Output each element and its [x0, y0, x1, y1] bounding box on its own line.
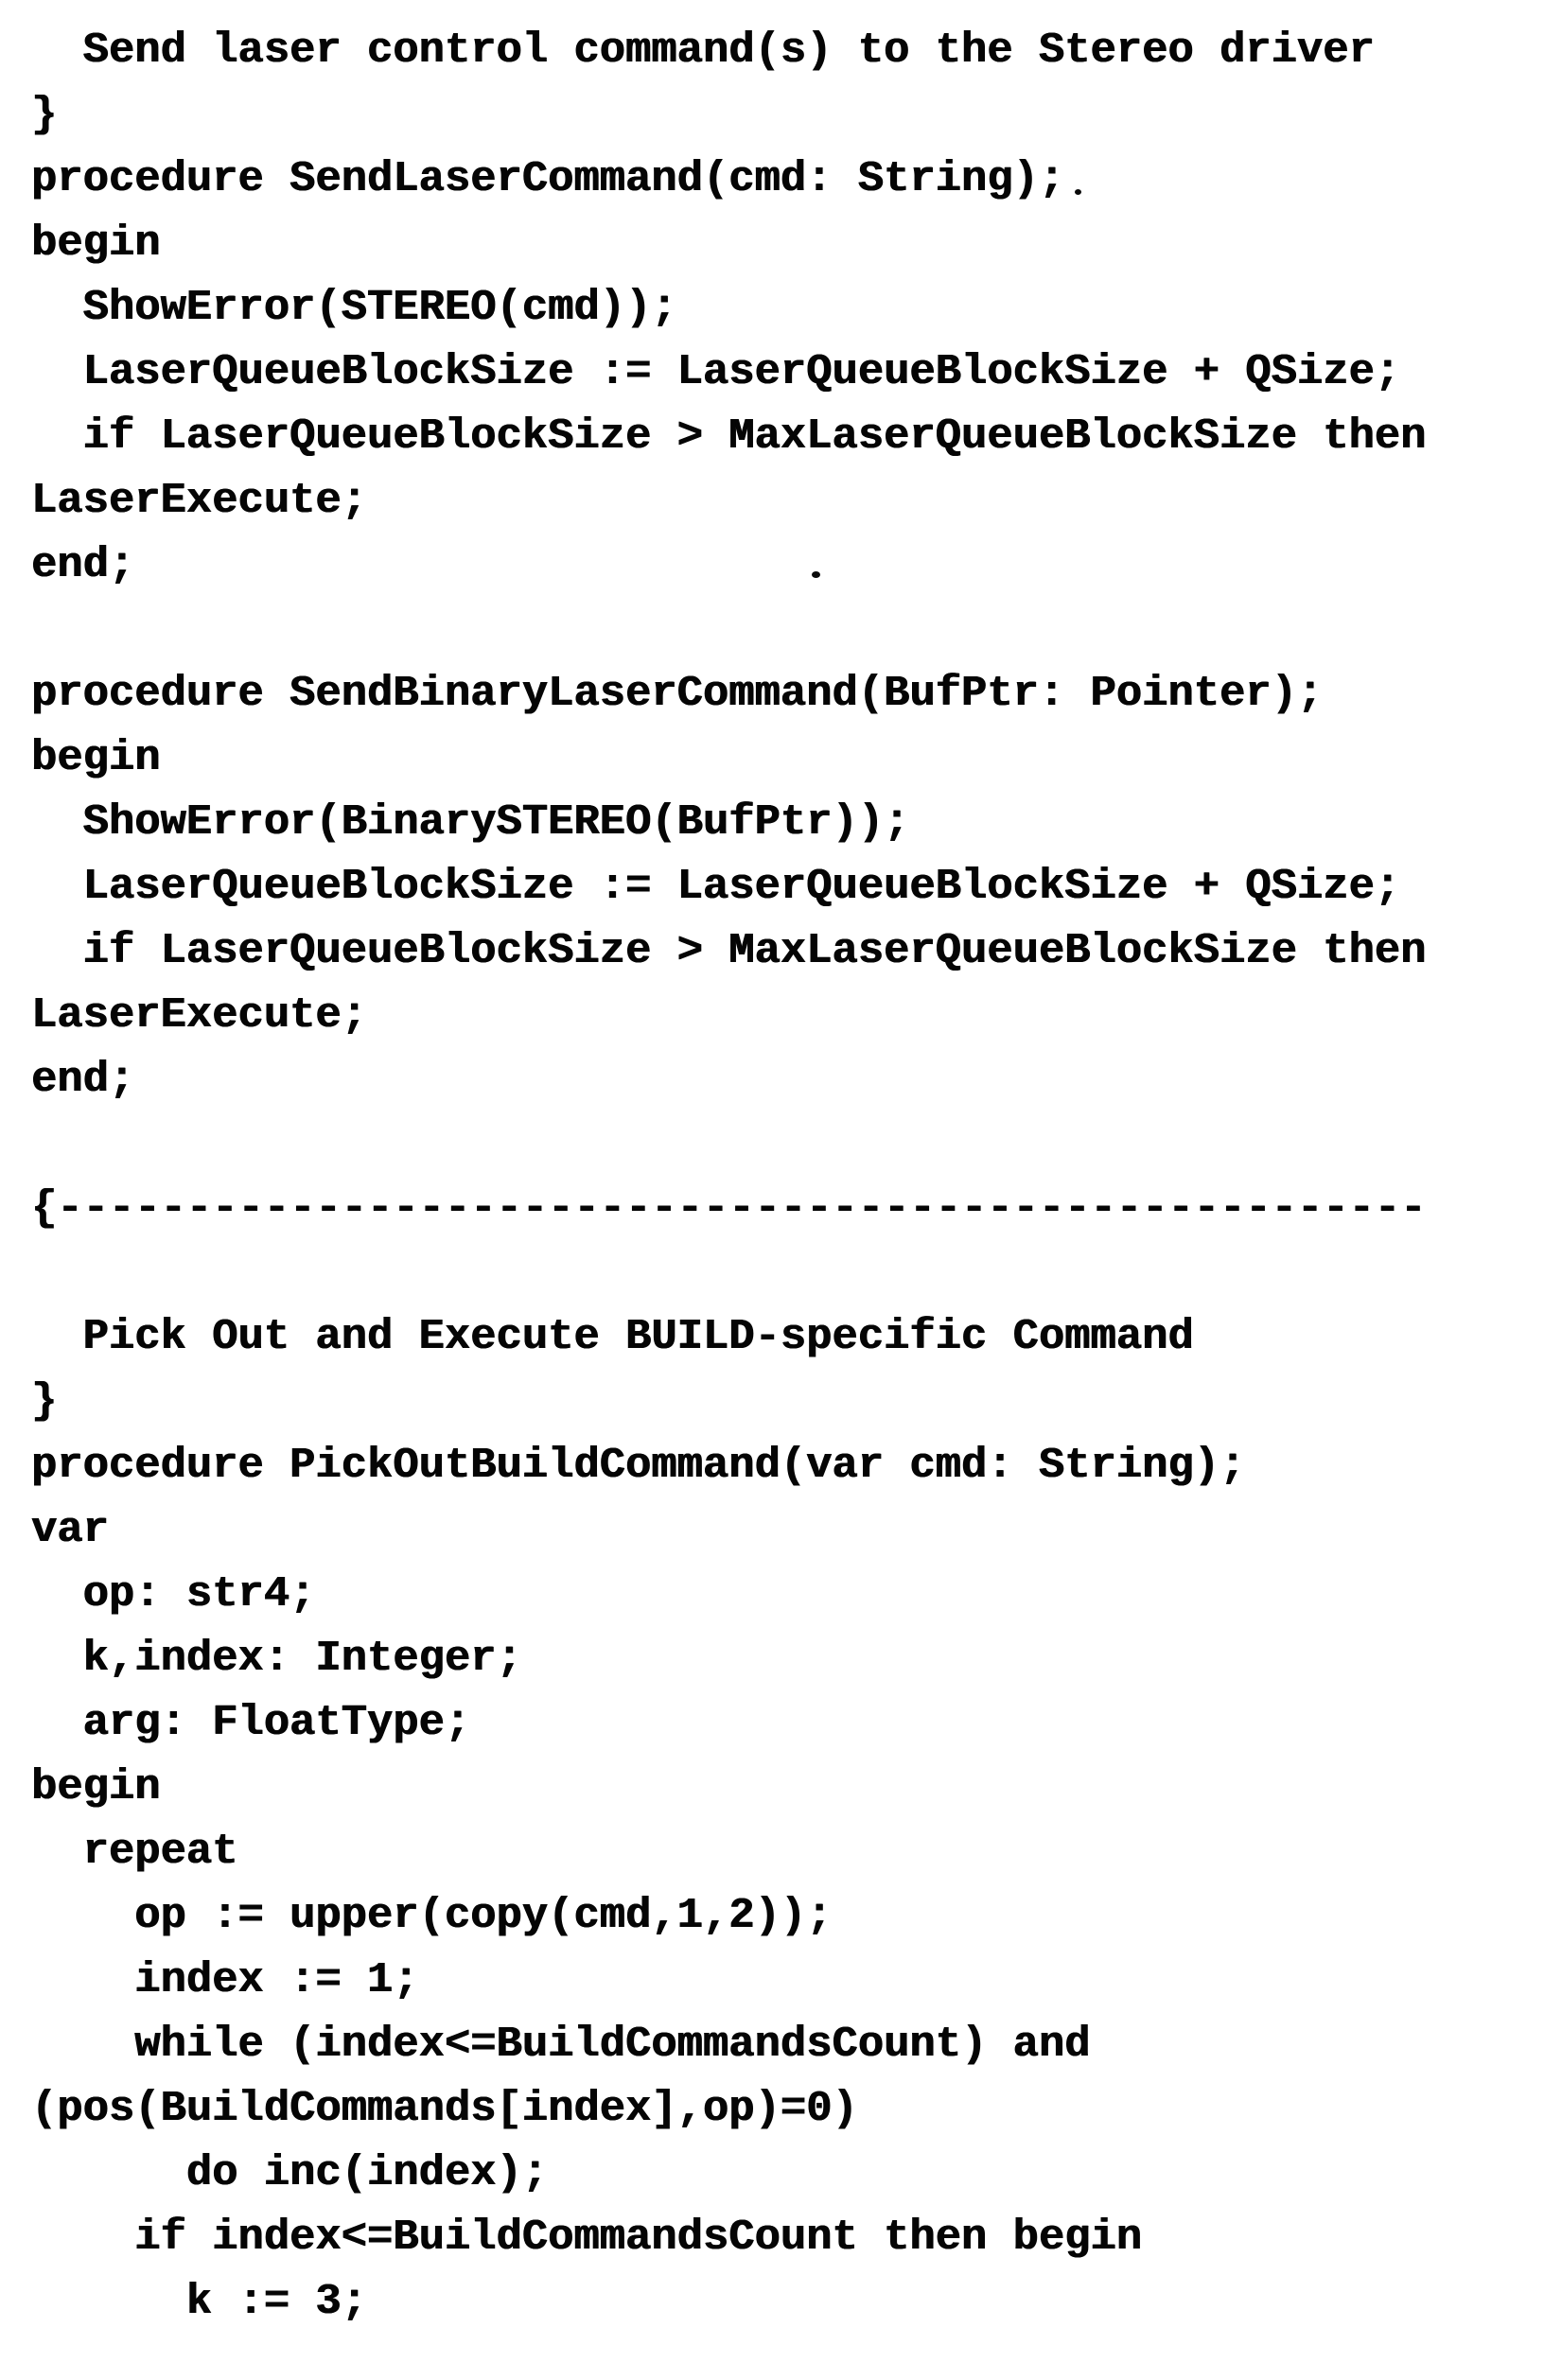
code-line: op := upper(copy(cmd,1,2));	[31, 1891, 833, 1940]
code-line: }	[31, 1376, 58, 1426]
code-line: Pick Out and Execute BUILD-specific Command	[31, 1312, 1194, 1361]
code-line: if LaserQueueBlockSize > MaxLaserQueueBlockSize then	[31, 926, 1427, 975]
code-line: begin	[31, 219, 161, 268]
code-line: {-----------------------------------------------------	[31, 1183, 1427, 1233]
code-line	[31, 1240, 1544, 1304]
code-line: LaserExecute;	[31, 476, 367, 525]
scan-speck	[1075, 189, 1081, 195]
code-line: LaserExecute;	[31, 990, 367, 1040]
code-line: procedure PickOutBuildCommand(var cmd: String);	[31, 1441, 1246, 1490]
code-line: end;	[31, 1055, 135, 1104]
code-line: arg: FloatType;	[31, 1698, 471, 1747]
code-line	[31, 1111, 1544, 1176]
code-line: ShowError(STEREO(cmd));	[31, 283, 677, 332]
code-line: LaserQueueBlockSize := LaserQueueBlockSize + QSize;	[31, 862, 1401, 911]
code-line: if LaserQueueBlockSize > MaxLaserQueueBlockSize then	[31, 411, 1427, 461]
code-line: (pos(BuildCommands[index],op)=0)	[31, 2084, 858, 2133]
code-line: k := 3;	[31, 2277, 367, 2326]
code-line: procedure SendBinaryLaserCommand(BufPtr: Pointer);	[31, 669, 1324, 718]
code-line: procedure SendLaserCommand(cmd: String);	[31, 154, 1065, 203]
code-line: k,index: Integer;	[31, 1634, 522, 1683]
code-line: var	[31, 1505, 109, 1554]
code-line: LaserQueueBlockSize := LaserQueueBlockSize + QSize;	[31, 347, 1401, 396]
code-line: repeat	[31, 1827, 238, 1876]
code-line: end;	[31, 540, 135, 589]
code-line: begin	[31, 1762, 161, 1811]
code-line: if index<=BuildCommandsCount then begin	[31, 2213, 1143, 2262]
code-line: begin	[31, 733, 161, 782]
code-line: Send laser control command(s) to the Stereo driver	[31, 26, 1375, 75]
code-line	[31, 597, 1544, 661]
code-line: ShowError(BinarySTEREO(BufPtr));	[31, 797, 910, 847]
code-line: do inc(index);	[31, 2148, 549, 2197]
code-line: op: str4;	[31, 1569, 316, 1619]
scan-speck	[812, 571, 820, 578]
code-line: }	[31, 90, 58, 139]
code-line: while (index<=BuildCommandsCount) and	[31, 2020, 1091, 2069]
code-line: index := 1;	[31, 1955, 419, 2004]
code-listing	[31, 18, 1544, 2334]
